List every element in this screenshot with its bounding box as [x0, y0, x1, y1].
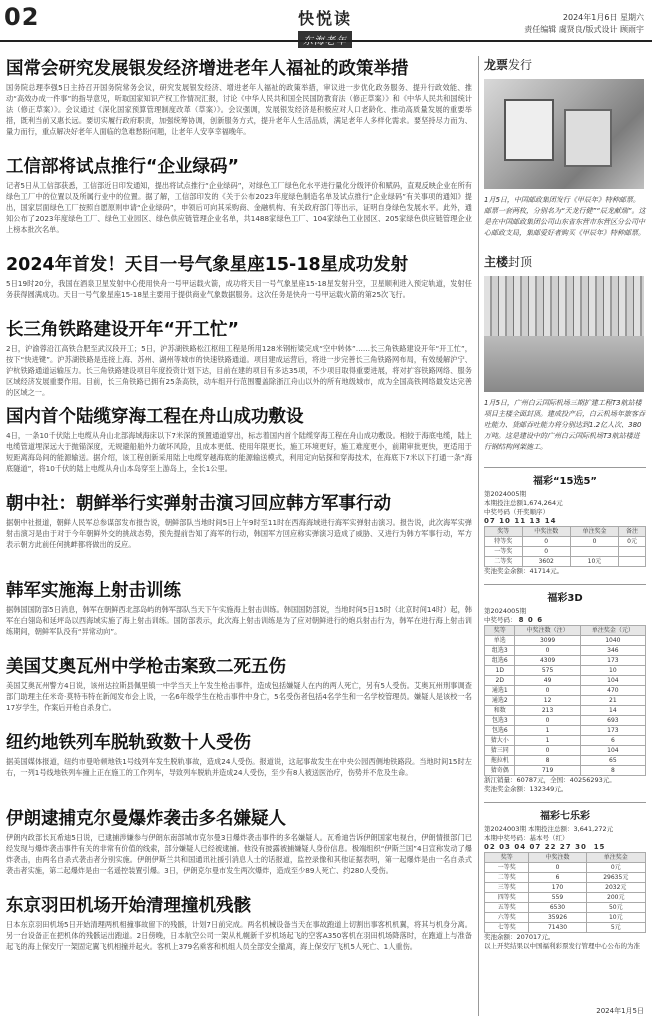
table-cell: 6 [529, 873, 586, 883]
column-header: 中奖注数 [522, 527, 570, 537]
table-cell: 0 [515, 716, 580, 726]
table-cell: 71430 [529, 923, 586, 933]
lottery-title: 福彩3D [547, 593, 583, 604]
photo-heading-dragon-stamp: 龙票发行 [484, 58, 533, 72]
table-cell [570, 547, 618, 557]
article-body: 5日19时20分，我国在酒泉卫星发射中心使用快舟一号甲运载火箭，成功将天目一号气象星座15-18星发射升空，卫星顺利进入预定轨道，发射任务获得圆满成功。天目一号气象星座15-18星主要用于提供商业气象数据服务。这次任务是快舟一号甲运载火箭的第25次飞行。 [6, 279, 472, 299]
table-cell: 二等奖 [485, 873, 529, 883]
table-cell: 470 [580, 686, 645, 696]
table-cell: 包选3 [485, 716, 515, 726]
table-row [485, 726, 646, 736]
lottery-rollover: 奖池余额：207017元。 [484, 933, 555, 941]
page-header [0, 0, 652, 44]
table-cell: 2D [485, 676, 515, 686]
issue-date: 2024年1月6日 星期六 [562, 13, 644, 22]
lottery-numbers: 07 10 11 13 14 [484, 517, 557, 525]
table-cell: 六等奖 [485, 913, 529, 923]
article [6, 252, 472, 311]
table-cell: 0元 [619, 537, 646, 547]
table-row [485, 706, 646, 716]
table-cell: 559 [529, 893, 586, 903]
side-column [484, 56, 646, 959]
table-cell: 693 [580, 716, 645, 726]
lottery-numbers-label: 中奖号码（开奖顺序） [484, 508, 549, 516]
prize-table [484, 852, 646, 933]
stamp-image [504, 99, 554, 161]
article-body: 2日，沪渝蓉沿江高铁合肥至武汉段开工；5日，沪苏湖铁路松江枢纽工程是所用128米钢桁梁完成“空中转体”……长三角铁路建设开年“开工忙”，按下“快进键”。沪苏湖铁路是连接上海、苏州、湖州等城市的快速铁路通道。项目建成运营后，将进一步完善长三角铁路网布局，有效缓解沪宁、沪杭铁路通道运输压力。长三角铁路建设项目年度投资计划下达，目前在建的项目有多达35项，不少项目取得重要进展，将对扩容铁路网络、服务区域经济发展重要作用。目前，长三角铁路已拥有25条高铁，动车组开行范围覆盖除浙江舟山以外的所有地级城市，成为全国高铁网络最发达完善的区域之一。 [6, 344, 472, 397]
table-row [485, 557, 646, 567]
photo-caption: 1月5日，中国邮政集团发行《甲辰年》特种邮票。邮票一套两枚，分别名为“天龙行健”“辰龙献瑞”。这是在中国邮政集团公司山东省东营市东营区分公司中心邮政支局，集邮爱好者购买《甲辰年》特种邮票。 [484, 196, 646, 237]
table-cell: 特等奖 [485, 537, 523, 547]
article-body: 4日，一条10千伏陆上电缆从舟山北部海域海床以下7米深的预置通道穿出，标志着国内首个陆缆穿海工程在舟山成功敷设。相较于海底电缆，陆上电缆管道埋深远大于抛锚深度，无规避船舶外力破坏风险，且成本更低、使用年限更长，施工环境更好，施工难度更小，前期审批更快，更适用于短距离海岛间的能源输送。据介绍，该工程创新采用陆上电缆穿越海底的能源输送模式，利用定向钻探和穿海技术，在海底下7米以下打通一条“海底隧道”，将10千伏的陆上电缆从舟山本岛穿至上游岛上，全长1公里。 [6, 431, 472, 473]
table-cell: 104 [580, 746, 645, 756]
table-row [485, 537, 646, 547]
table-cell: 1040 [580, 636, 645, 646]
table-cell: 49 [515, 676, 580, 686]
table-row [485, 903, 646, 913]
column-header: 单注奖金 [570, 527, 618, 537]
article-title: 工信部将试点推行“企业绿码” [6, 157, 240, 177]
article [6, 404, 472, 485]
article-body: 记者5日从工信部获悉，工信部近日印发通知，提出将试点推行“企业绿码”，对绿色工厂绿色化水平进行量化分级评价和赋码，直观反映企业在所有绿色工厂中的位置以及所属行业中的位置。据了解，工信部印发的《关于公布2023年度绿色制造名单及试点推行“企业绿码”有关事项的通知》提出，国家层面绿色工厂按照自愿原则申请“企业绿码”，申领后可向其采购商、金融机构、有关政府部门等出示，证明自身绿色发展水平。此外，通知公布了2023年度绿色工厂、绿色工业园区、绿色供应链管理企业名单，共1488家绿色工厂、104家绿色工业园区、205家绿色供应链管理企业上榜本批次名单。 [6, 181, 472, 234]
table-cell: 200元 [586, 893, 645, 903]
lottery-qilecai [484, 802, 646, 951]
table-header-row [485, 527, 646, 537]
table-row [485, 656, 646, 666]
article [6, 893, 472, 963]
article [6, 56, 472, 148]
table-row [485, 636, 646, 646]
article-body: 据美国媒体报道，纽约市曼哈顿地铁1号线列车发生脱轨事故，造成24人受伤。报道说，这起事故发生在中央公园西侧地铁路段。当地时间15时左右，一列1号线地铁列车撞上正在施工的工作列车，导致列车脱轨并造成24人受伤，至少有8人被送医治疗，伤势并不危及生命。 [6, 757, 472, 777]
table-row [485, 666, 646, 676]
article [6, 491, 472, 572]
stamp-photo [484, 79, 644, 189]
column-header: 奖等 [485, 527, 523, 537]
lottery-title: 福彩七乐彩 [540, 811, 590, 822]
table-cell [619, 557, 646, 567]
article [6, 578, 472, 648]
column-header: 中奖注数 [529, 853, 586, 863]
article-body: 据朝中社报道，朝鲜人民军总参谋部发布报告说，朝鲜部队当地时间5日上午9时至11时在西海海域进行海军实弹射击演习。报告说，此次海军实弹射击演习是由于对于今年朝鲜外交的挑战态势，预先提前告知了海军的行动，韩国军方回应称实弹演习造成了威胁、又进行为韩方军事行动，军方表示朝方此前任何挑衅都将做出的反应。 [6, 518, 472, 549]
table-cell: 6 [580, 736, 645, 746]
lottery-note: 以上开奖结果以中国福利彩票发行管理中心公布的为准 [484, 942, 640, 950]
table-cell: 8 [515, 756, 580, 766]
table-row [485, 646, 646, 656]
table-cell: 6530 [529, 903, 586, 913]
masthead-title: 快悦读 [297, 9, 352, 28]
table-cell: 二等奖 [485, 557, 523, 567]
table-cell: 通选1 [485, 686, 515, 696]
article-body: 据韩国国防部5日消息，韩军在朝鲜西北部岛屿的韩军部队当天下午实施海上射击训练。韩国国防部说，当地时间5日15时（北京时间14时）起，韩军在白翎岛和延坪岛以西海域实施了海上射击训练。国防部表示，此次海上射击训练是为了应对朝鲜进行的炮兵射击行为，韩军在进行海上射击训练期间，朝鲜军队没有“异常动向”。 [6, 605, 472, 636]
page-number: 02 [4, 3, 40, 31]
table-cell: 10 [580, 666, 645, 676]
header-meta [524, 12, 644, 36]
photo-caption: 1月5日，广州白云国际机场三期扩建工程T3航站楼项目主楼全面封顶。建成投产后，白云机场年旅客吞吐能力、货邮吞吐能力将分别达到1.2亿人次、380万吨。这是建设中的广州白云国际机场T3航站楼进行钢结构网架施工。 [484, 399, 645, 451]
table-cell: 一等奖 [485, 547, 523, 557]
article-title: 纽约地铁列车脱轨致数十人受伤 [6, 733, 251, 753]
lottery-numbers-label: 本期中奖号码：基本号（红） [484, 834, 569, 842]
table-cell: 575 [515, 666, 580, 676]
table-cell: 173 [580, 656, 645, 666]
article-body: 国务院总理李强5日主持召开国务院常务会议，研究发展银发经济、增进老年人福祉的政策举措，审议进一步优化政务服务、提升行政效能、推动“高效办成一件事”的指导意见，听取国家知识产权工作情况汇报，讨论《中华人民共和国全民国防教育法（修正草案）》和《中华人民共和国统计法（修正草案）》。会议通过《深化国家预算管理制度改革（草案）》。会议强调，发展银发经济是积极应对人口老龄化、推动高质量发展的重要举措，既利当前又惠长远。要切实履行政府职责，加强统筹协调，创新服务方式，提升老年人生活品质，满足老年人多样化需求。要坚持尽力而为、量力而行，重点解决好老年人面临的急难愁盼问题，让老年人安享幸福晚年。 [6, 83, 472, 136]
table-cell: 0 [522, 547, 570, 557]
table-cell: 组选6 [485, 656, 515, 666]
table-cell: 三等奖 [485, 883, 529, 893]
article-title: 国常会研究发展银发经济增进老年人福祉的政策举措 [6, 59, 409, 79]
prize-table [484, 526, 646, 567]
table-cell: 包选6 [485, 726, 515, 736]
table-cell: 一等奖 [485, 863, 529, 873]
table-cell: 0 [515, 686, 580, 696]
table-row [485, 686, 646, 696]
table-cell: 10元 [586, 913, 645, 923]
lottery-rollover: 奖池奖金余额：41714元。 [484, 567, 564, 575]
article-title: 东京羽田机场开始清理撞机残骸 [6, 896, 251, 916]
article [6, 154, 472, 246]
table-cell: 14 [580, 706, 645, 716]
table-cell: 3099 [515, 636, 580, 646]
main-column [6, 56, 472, 969]
table-row [485, 913, 646, 923]
article [6, 654, 472, 724]
table-cell: 0 [570, 537, 618, 547]
table-header-row [485, 853, 646, 863]
article-title: 伊朗逮捕克尔曼爆炸袭击多名嫌疑人 [6, 809, 286, 829]
editor-credit: 责任编辑 虞贤良/版式设计 顾雨宇 [524, 25, 644, 34]
table-cell: 173 [580, 726, 645, 736]
article-title: 美国艾奥瓦州中学枪击案致二死五伤 [6, 657, 286, 677]
terminal-photo [484, 276, 644, 392]
table-cell: 35926 [529, 913, 586, 923]
lottery-issue: 第2024003期 本期投注总额：3,641,272元 [484, 825, 614, 833]
column-divider [478, 56, 479, 1016]
table-cell: 0 [515, 646, 580, 656]
photo-heading-terminal: 主楼封顶 [484, 255, 533, 269]
table-header-row [485, 626, 646, 636]
lottery-issue: 第2024005期 [484, 607, 526, 615]
table-row [485, 736, 646, 746]
lottery-3d [484, 584, 646, 794]
table-cell: 单选 [485, 636, 515, 646]
table-row [485, 716, 646, 726]
table-cell: 21 [580, 696, 645, 706]
table-cell: 170 [529, 883, 586, 893]
table-cell: 七等奖 [485, 923, 529, 933]
table-row [485, 696, 646, 706]
table-cell: 组选3 [485, 646, 515, 656]
lottery-pool: 本期投注总额1,674,264元 [484, 499, 563, 507]
column-header: 单注奖金 [586, 853, 645, 863]
table-row [485, 676, 646, 686]
table-row [485, 893, 646, 903]
lottery-rollover: 奖池奖金余额：132349元。 [484, 785, 568, 793]
table-cell: 4309 [515, 656, 580, 666]
table-cell: 346 [580, 646, 645, 656]
article-title: 韩军实施海上射击训练 [6, 581, 181, 601]
header-rule [0, 40, 652, 42]
column-header: 奖等 [485, 853, 529, 863]
table-cell [619, 547, 646, 557]
table-cell: 5元 [586, 923, 645, 933]
article-body: 美国艾奥瓦州警方4日说，该州达拉斯县佩里镇一中学当天上午发生枪击事件，造成包括嫌疑人在内的两人死亡，另有5人受伤。艾奥瓦州刑事调查部门助理主任米奇·莫特韦特在新闻发布会上说，一名6年级学生在枪击事件中身亡，5名受伤者包括4名学生和一名学校管理员。嫌疑人是该校一名17岁学生，作案后开枪自杀身亡。 [6, 681, 472, 712]
column-header: 中奖注数（注） [515, 626, 580, 636]
table-cell: 猜三同 [485, 746, 515, 756]
article [6, 730, 472, 800]
lottery-15x5 [484, 467, 646, 576]
table-cell: 213 [515, 706, 580, 716]
table-cell: 2032元 [586, 883, 645, 893]
table-row [485, 873, 646, 883]
table-row [485, 547, 646, 557]
lottery-issue: 第2024005期 [484, 490, 526, 498]
table-cell: 0 [522, 537, 570, 547]
article-body: 日本东京羽田机场5日开始清理两机相撞事故留下的残骸，计划7日前完成。两名机械设备当天在事故跑道上切割出事客机机翼，将其与机身分离。另一台设备正在把机体的残骸运出跑道。2日傍晚，日本航空公司一架从札幌新千岁机场起飞的空客A350客机在羽田机场降落时，在跑道上与准备起飞的海上保安厅一架固定翼飞机相撞并起火。客机上379名乘客和机组人员全部安全撤离，海上保安厅飞机5人死亡、1人重伤。 [6, 920, 472, 951]
table-cell: 29635元 [586, 873, 645, 883]
table-cell: 10元 [570, 557, 618, 567]
table-cell: 0 [515, 746, 580, 756]
column-header: 单注奖金（元） [580, 626, 645, 636]
article [6, 806, 472, 887]
footer-date: 2024年1月5日 [596, 1007, 644, 1015]
table-row [485, 756, 646, 766]
table-cell: 719 [515, 766, 580, 776]
table-cell: 0 [529, 863, 586, 873]
table-cell: 12 [515, 696, 580, 706]
table-row [485, 766, 646, 776]
table-cell: 8 [580, 766, 645, 776]
table-cell: 0元 [586, 863, 645, 873]
lottery-numbers: 02 03 04 07 22 27 30 15 [484, 843, 606, 851]
prize-table [484, 625, 646, 776]
table-cell: 50元 [586, 903, 645, 913]
stamp-image [564, 109, 612, 167]
article-title: 长三角铁路建设开年“开工忙” [6, 320, 240, 340]
table-row [485, 883, 646, 893]
table-cell: 3602 [522, 557, 570, 567]
article-title: 朝中社：朝鲜举行实弹射击演习回应韩方军事行动 [6, 494, 391, 514]
table-cell: 1D [485, 666, 515, 676]
table-cell: 拖拉机 [485, 756, 515, 766]
table-cell: 猜大小 [485, 736, 515, 746]
table-cell: 65 [580, 756, 645, 766]
table-cell: 104 [580, 676, 645, 686]
table-cell: 五等奖 [485, 903, 529, 913]
column-header: 备注 [619, 527, 646, 537]
table-cell: 1 [515, 736, 580, 746]
article-body: 伊朗内政部长瓦希迪5日说，已逮捕涉嫌参与伊朗东南部城市克尔曼3日爆炸袭击事件的多名嫌疑人。瓦希迪告诉伊朗国家电视台，伊朗情报部门已经发现与爆炸袭击事件有关的非常有价值的线索，部分嫌疑人已经被逮捕。他没有披露被捕嫌疑人身份信息。极端组织“伊斯兰国”4日宣称发动了爆炸袭击，由两名自杀式袭击者分别实施。伊朗伊斯兰共和国通讯社援引消息人士的话报道，监控录像和其他证据表明，第一起爆炸是由一名自杀式袭击者实施，第二起爆炸是由一名遥控装置引爆。3日，伊朗克尔曼市发生两次爆炸，造成至少89人死亡、约280人受伤。 [6, 833, 472, 875]
table-cell: 猜奇偶 [485, 766, 515, 776]
lottery-sales: 浙江销量：60787元，全国：40256293元。 [484, 776, 616, 784]
column-header: 奖等 [485, 626, 515, 636]
lottery-numbers-row: 中奖号码： 8 0 6 [484, 616, 544, 624]
table-cell: 通选2 [485, 696, 515, 706]
table-row [485, 746, 646, 756]
table-cell: 四等奖 [485, 893, 529, 903]
lottery-title: 福彩“15选5” [532, 476, 598, 487]
table-cell: 和数 [485, 706, 515, 716]
article-title: 国内首个陆缆穿海工程在舟山成功敷设 [6, 407, 304, 427]
table-row [485, 863, 646, 873]
table-cell: 1 [515, 726, 580, 736]
article [6, 317, 472, 398]
table-row [485, 923, 646, 933]
article-title: 2024年首发！天目一号气象星座15-18星成功发射 [6, 255, 409, 275]
